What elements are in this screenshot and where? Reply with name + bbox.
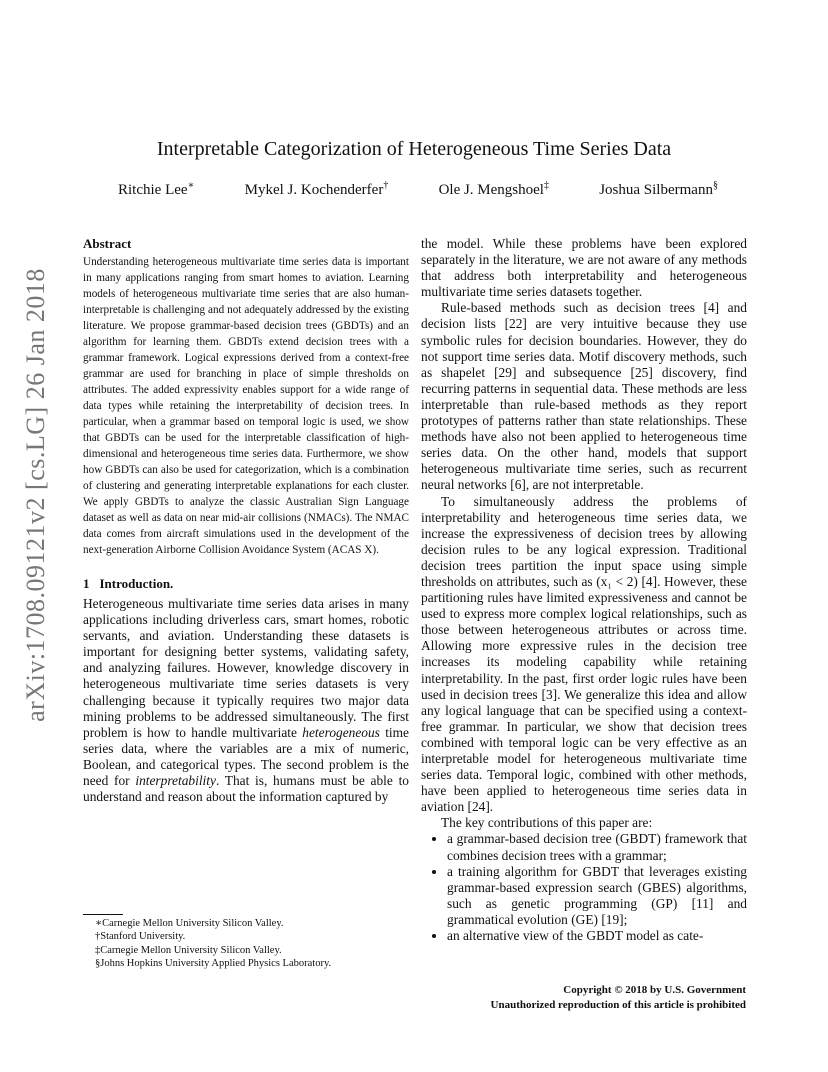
footnotes — [83, 914, 409, 971]
paragraph: To simultaneously address the problems of interpretability and heterogeneous time series data, we increase the expressiveness of decision trees by allowing decision rules to be any logical expression. Traditional decision trees partition the input space using simple thresholds on attributes, such as (x₁ < 2) [4]. However, these partitioning rules have limited expressiveness and cannot be used to express more complex logical relationships, such as those between heterogeneous attributes or across time. Allowing more expressive rules in the decision tree increases its modeling capability while retaining interpretability. In the past, first order logic rules have been used in decision trees [3]. We generalize this idea and allow any logical language that can be specified using a context-free grammar. In particular, we show that decision trees combined with temporal logic can be very effective as an interpretable model for heterogeneous multivariate time series data. Temporal logic, combined with other methods, have been applied to heterogeneous time series data in aviation [24]. — [421, 493, 747, 815]
list-item: • an alternative view of the GBDT model as cate- — [447, 928, 747, 944]
text-run: Heterogeneous multivariate time series data arises in many applications including driverless cars, smart homes, robotic servants, and aviation. Understanding these datasets is important for designing better systems, validating safety, and analyzing failures. However, knowledge discovery in heterogeneous multivariate time series datasets is very challenging because it typically requires two major data mining problems to be addressed simultaneously. The first problem is how to handle multivariate — [83, 596, 409, 740]
abstract-text: Understanding heterogeneous multivariate time series data is important in many applications ranging from smart homes to aviation. Learning models of heterogeneous multivariate time series that are also human-interpretable is challenging and not adequately addressed by the existing literature. We propose grammar-based decision trees (GBDTs) and an algorithm for learning them. GBDTs extend decision trees with a grammar framework. Logical expressions derived from a context-free grammar are used for branching in place of simple thresholds on attributes. The added expressivity enables support for a wide range of data types while retaining the interpretability of decision trees. In particular, when a grammar based on temporal logic is used, we show that GBDTs can be used for the interpretable classification of high-dimensional and heterogeneous time series data. Furthermore, we show how GBDTs can also be used for categorization, which is a combination of clustering and generating interpretable explanations for each cluster. We apply GBDTs to analyze the classic Australian Sign Language dataset as well as data on near mid-air collisions (NMACs). The NMAC data comes from aircraft simulations used in the development of the next-generation Airborne Collision Avoidance System (ACAS X). — [83, 256, 409, 556]
author-mark: § — [712, 180, 718, 191]
section-heading — [83, 576, 409, 592]
section-title: Introduction. — [99, 576, 174, 591]
text-run: . That is, humans must be able to understand and reason about the information captured by — [83, 773, 409, 805]
author-list — [118, 180, 718, 199]
text-run: time series data, where the variables are a mix of numeric, Boolean, and categorical types. The second problem is the need for — [83, 724, 410, 789]
footnote: †Stanford University. — [95, 931, 186, 943]
paragraph: Rule-based methods such as decision trees [4] and decision lists [22] are very intuitive because they use symbolic rules for decision boundaries. However, they do not support time series data. Motif discovery methods, such as shapelet [29] and subsequence [25] discovery, find recurring patterns in sequential data. These methods are less interpretable than rule-based methods as they report prototypes of patterns rather than state relationships. These methods have also not been applied to heterogeneous time series data. On the other hand, models that support heterogeneous multivariate time series, such as recurrent neural networks [6], are not interpretable. — [421, 300, 747, 493]
copyright-line: Copyright © 2018 by U.S. Government — [563, 984, 746, 996]
author — [599, 180, 718, 199]
footnote-rule — [83, 914, 123, 915]
copyright-notice — [491, 983, 746, 1013]
arxiv-stamp — [16, 268, 56, 722]
footnote: §Johns Hopkins University Applied Physics Laboratory. — [95, 958, 332, 970]
paragraph: the model. While these problems have been explored separately in the literature, we are not aware of any methods that address both interpretability and heterogeneous multivariate time series datasets together. — [421, 236, 747, 300]
author-mark: † — [383, 180, 389, 191]
author-name: Ritchie Lee — [118, 182, 188, 198]
footnote: ∗Carnegie Mellon University Silicon Valley. — [95, 918, 284, 929]
paragraph: The key contributions of this paper are: — [441, 815, 653, 831]
author-mark: ∗ — [187, 180, 195, 191]
abstract-heading: Abstract — [83, 236, 132, 251]
intro-paragraph — [83, 596, 409, 805]
footnote: ‡Carnegie Mellon University Silicon Valley. — [95, 944, 282, 956]
section-number: 1 — [83, 576, 90, 591]
emphasis: heterogeneous — [302, 724, 380, 740]
paper-title: Interpretable Categorization of Heterogeneous Time Series Data — [156, 138, 672, 160]
left-column — [83, 236, 409, 805]
arxiv-stamp-text: arXiv:1708.09121v2 [cs.LG] 26 Jan 2018 — [21, 268, 50, 722]
author — [439, 180, 549, 199]
author — [118, 180, 194, 199]
list-item: • a training algorithm for GBDT that leverages existing grammar-based expression search (GBES) algorithms, such as genetic programming (GP) [11] and grammatical evolution (GE) [19]; — [447, 864, 747, 928]
author-name: Mykel J. Kochenderfer — [244, 182, 384, 198]
copyright-line: Unauthorized reproduction of this article is prohibited — [490, 999, 746, 1011]
author-name: Joshua Silbermann — [599, 182, 713, 198]
author-name: Ole J. Mengshoel — [438, 182, 544, 198]
right-column — [421, 236, 747, 944]
contribution-list — [421, 831, 747, 944]
list-item: • a grammar-based decision tree (GBDT) framework that combines decision trees with a grammar; — [447, 831, 747, 863]
author-mark: ‡ — [543, 180, 549, 191]
author — [245, 180, 389, 199]
emphasis: interpretability — [135, 773, 216, 789]
